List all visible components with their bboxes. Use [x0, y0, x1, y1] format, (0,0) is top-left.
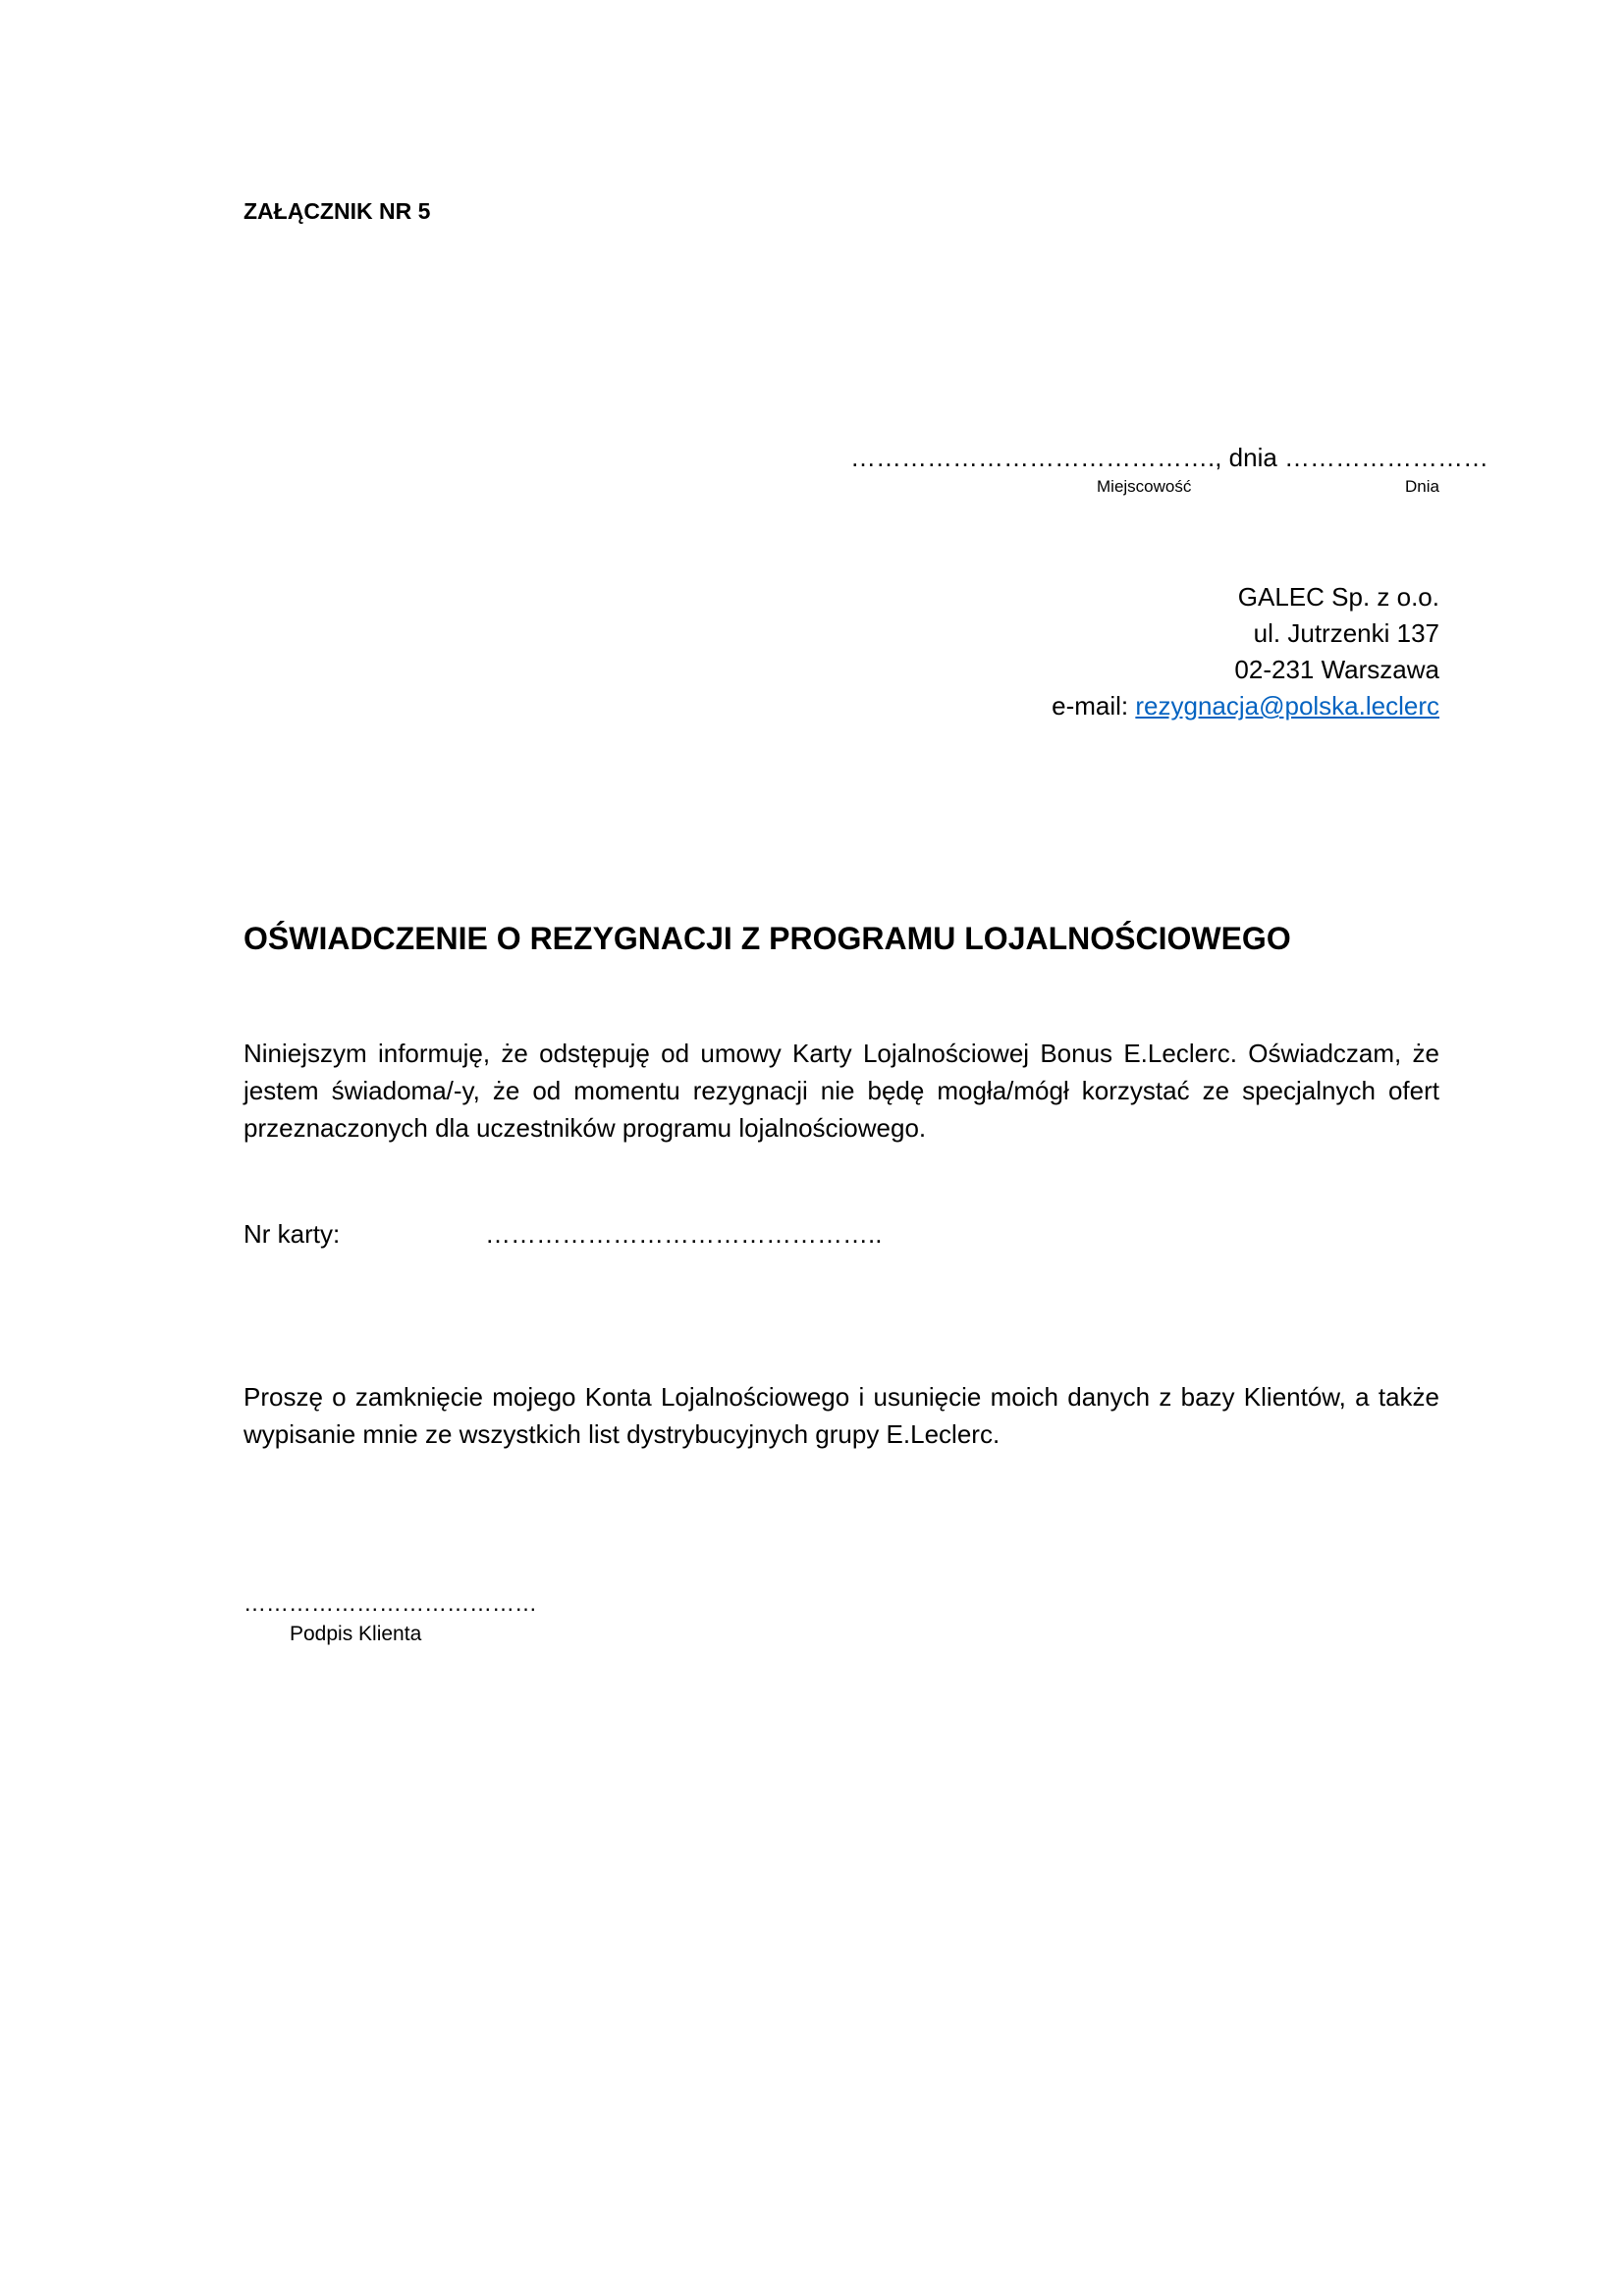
signature-line: …………………………………: [243, 1590, 537, 1616]
recipient-company: GALEC Sp. z o.o.: [1237, 582, 1439, 612]
card-number-row: [243, 1219, 883, 1250]
date-caption: Dnia: [1405, 477, 1439, 496]
place-date-captions: [850, 477, 1439, 503]
email-link[interactable]: rezygnacja@polska.leclerc: [1135, 691, 1439, 721]
recipient-street: ul. Jutrzenki 137: [1253, 618, 1439, 648]
place-date-line: ……………………………………., dnia ……………………: [850, 443, 1489, 472]
card-number-label: Nr karty:: [243, 1219, 341, 1249]
attachment-label: ZAŁĄCZNIK NR 5: [243, 198, 431, 224]
request-paragraph: Proszę o zamknięcie mojego Konta Lojalnościowego i usunięcie moich danych z bazy Klientów, a także wypisanie mnie ze wszystkich list dystrybucyjnych grupy E.Leclerc.: [243, 1382, 1439, 1449]
recipient-email-line: [1052, 688, 1439, 724]
card-number-field: ………………………………………..: [485, 1219, 883, 1249]
recipient-city: 02-231 Warszawa: [1234, 655, 1439, 684]
place-date-block: [850, 443, 1489, 503]
place-caption: Miejscowość: [1097, 477, 1192, 496]
signature-caption: Podpis Klienta: [290, 1623, 422, 1645]
signature-block: [243, 1590, 537, 1646]
recipient-address: [1052, 579, 1439, 724]
email-prefix: e-mail:: [1052, 691, 1136, 721]
document-title: OŚWIADCZENIE O REZYGNACJI Z PROGRAMU LOJALNOŚCIOWEGO: [243, 921, 1291, 956]
declaration-paragraph: Niniejszym informuję, że odstępuję od umowy Karty Lojalnościowej Bonus E.Leclerc. Oświadczam, że jestem świadoma/-y, że od momentu rezygnacji nie będę mogła/mógł korzystać ze specjalnych ofert przeznaczonych dla uczestników programu lojalnościowego.: [243, 1039, 1439, 1143]
